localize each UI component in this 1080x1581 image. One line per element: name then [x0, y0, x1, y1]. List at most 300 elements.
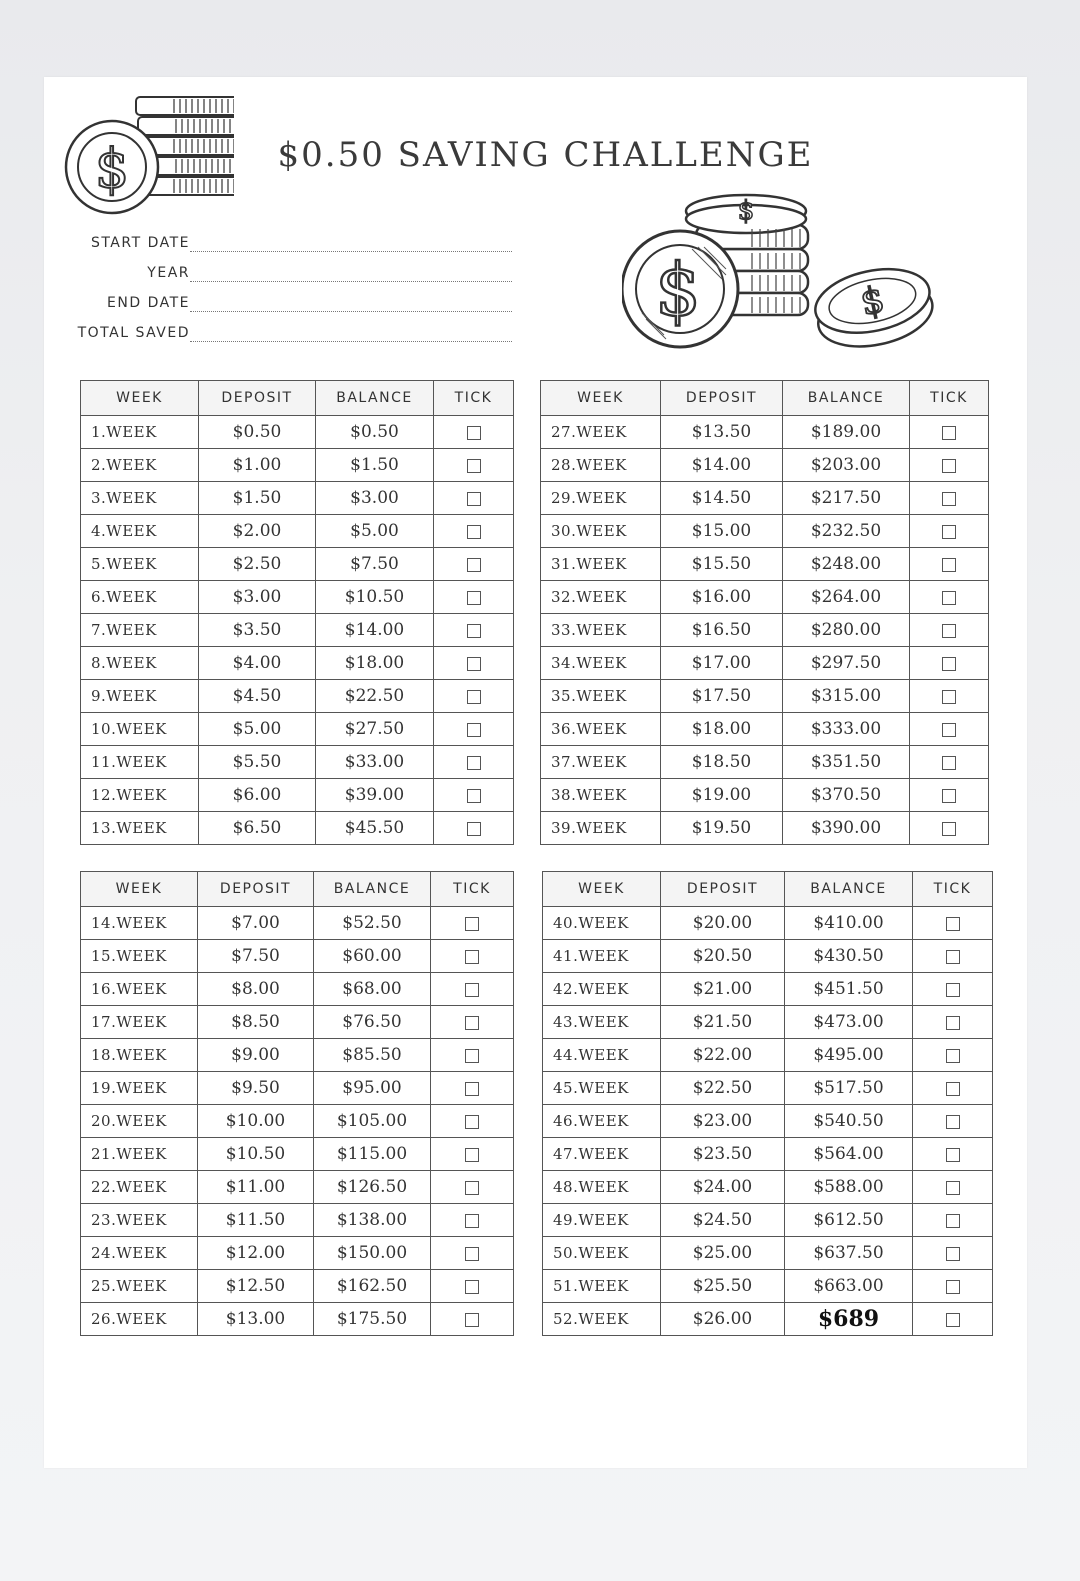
tick-cell — [431, 1303, 514, 1336]
table-row — [81, 713, 514, 746]
tick-checkbox[interactable] — [942, 789, 956, 803]
tick-checkbox[interactable] — [465, 1115, 479, 1129]
deposit-cell: $5.50 — [199, 746, 316, 779]
week-cell: 49.WEEK — [543, 1204, 661, 1237]
end-date-line[interactable] — [190, 311, 512, 312]
table-row — [541, 548, 989, 581]
table-row — [81, 1138, 514, 1171]
balance-cell: $39.00 — [316, 779, 434, 812]
tick-cell — [431, 1237, 514, 1270]
balance-cell: $175.50 — [314, 1303, 431, 1336]
week-cell: 39.WEEK — [541, 812, 661, 845]
week-cell: 18.WEEK — [81, 1039, 198, 1072]
balance-cell: $517.50 — [785, 1072, 913, 1105]
tick-checkbox[interactable] — [465, 983, 479, 997]
tick-checkbox[interactable] — [946, 917, 960, 931]
tick-checkbox[interactable] — [465, 1247, 479, 1261]
savings-table-1 — [80, 380, 514, 845]
balance-cell: $612.50 — [785, 1204, 913, 1237]
week-cell: 15.WEEK — [81, 940, 198, 973]
tick-cell — [431, 1006, 514, 1039]
header-deposit: DEPOSIT — [199, 381, 316, 416]
balance-cell: $7.50 — [316, 548, 434, 581]
table-row — [81, 515, 514, 548]
header-week: WEEK — [543, 872, 661, 907]
table-row — [541, 779, 989, 812]
balance-cell: $315.00 — [783, 680, 910, 713]
balance-cell: $637.50 — [785, 1237, 913, 1270]
table-row — [541, 680, 989, 713]
tick-cell — [431, 1039, 514, 1072]
tick-cell — [913, 1171, 993, 1204]
deposit-cell: $6.50 — [199, 812, 316, 845]
deposit-cell: $16.50 — [661, 614, 783, 647]
balance-cell: $280.00 — [783, 614, 910, 647]
tick-cell — [434, 746, 514, 779]
week-cell: 6.WEEK — [81, 581, 199, 614]
week-cell: 50.WEEK — [543, 1237, 661, 1270]
table-row — [541, 647, 989, 680]
header-deposit: DEPOSIT — [661, 381, 783, 416]
deposit-cell: $19.50 — [661, 812, 783, 845]
week-cell: 48.WEEK — [543, 1171, 661, 1204]
week-cell: 1.WEEK — [81, 416, 199, 449]
savings-table-3 — [80, 871, 514, 1336]
table-row — [543, 1303, 993, 1336]
deposit-cell: $7.50 — [198, 940, 314, 973]
deposit-cell: $9.50 — [198, 1072, 314, 1105]
tick-checkbox[interactable] — [946, 1313, 960, 1327]
table-row — [81, 746, 514, 779]
table-row — [543, 1204, 993, 1237]
tick-checkbox[interactable] — [942, 459, 956, 473]
week-cell: 12.WEEK — [81, 779, 199, 812]
tick-cell — [913, 1039, 993, 1072]
week-cell: 21.WEEK — [81, 1138, 198, 1171]
svg-text:$: $ — [857, 279, 888, 324]
deposit-cell: $21.00 — [661, 973, 785, 1006]
tick-checkbox[interactable] — [946, 1049, 960, 1063]
tick-cell — [910, 482, 989, 515]
header-deposit: DEPOSIT — [198, 872, 314, 907]
deposit-cell: $9.00 — [198, 1039, 314, 1072]
deposit-cell: $2.00 — [199, 515, 316, 548]
deposit-cell: $23.00 — [661, 1105, 785, 1138]
tick-cell — [434, 680, 514, 713]
start-date-line[interactable] — [190, 251, 512, 252]
tick-checkbox[interactable] — [942, 591, 956, 605]
tick-checkbox[interactable] — [467, 789, 481, 803]
balance-cell: $45.50 — [316, 812, 434, 845]
week-cell: 29.WEEK — [541, 482, 661, 515]
week-cell: 3.WEEK — [81, 482, 199, 515]
table-row — [81, 482, 514, 515]
balance-cell: $297.50 — [783, 647, 910, 680]
balance-cell: $203.00 — [783, 449, 910, 482]
week-cell: 33.WEEK — [541, 614, 661, 647]
tick-checkbox[interactable] — [465, 1280, 479, 1294]
tick-checkbox[interactable] — [942, 492, 956, 506]
week-cell: 41.WEEK — [543, 940, 661, 973]
table-row — [543, 1171, 993, 1204]
week-cell: 4.WEEK — [81, 515, 199, 548]
balance-cell: $33.00 — [316, 746, 434, 779]
balance-cell: $410.00 — [785, 907, 913, 940]
balance-cell: $5.00 — [316, 515, 434, 548]
balance-cell: $430.50 — [785, 940, 913, 973]
tick-cell — [431, 1204, 514, 1237]
week-cell: 19.WEEK — [81, 1072, 198, 1105]
table-row — [81, 1270, 514, 1303]
tick-cell — [913, 1303, 993, 1336]
tick-cell — [431, 907, 514, 940]
page-title: $0.50 SAVING CHALLENGE — [277, 135, 814, 175]
tick-cell — [434, 482, 514, 515]
table-header-row — [543, 872, 993, 907]
tick-checkbox[interactable] — [942, 426, 956, 440]
balance-cell: $390.00 — [783, 812, 910, 845]
tick-checkbox[interactable] — [942, 657, 956, 671]
tick-checkbox[interactable] — [465, 1214, 479, 1228]
table-row — [81, 940, 514, 973]
header-tick: TICK — [434, 381, 514, 416]
tick-checkbox[interactable] — [465, 1049, 479, 1063]
tick-checkbox[interactable] — [946, 1148, 960, 1162]
balance-cell: $105.00 — [314, 1105, 431, 1138]
table-row — [81, 1006, 514, 1039]
tick-checkbox[interactable] — [465, 1148, 479, 1162]
table-row — [81, 614, 514, 647]
deposit-cell: $14.00 — [661, 449, 783, 482]
tick-checkbox[interactable] — [942, 822, 956, 836]
header-week: WEEK — [541, 381, 661, 416]
deposit-cell: $24.50 — [661, 1204, 785, 1237]
balance-cell: $232.50 — [783, 515, 910, 548]
balance-cell: $60.00 — [314, 940, 431, 973]
tick-checkbox[interactable] — [467, 657, 481, 671]
table-row — [541, 713, 989, 746]
week-cell: 17.WEEK — [81, 1006, 198, 1039]
table-row — [543, 973, 993, 1006]
total-saved-line[interactable] — [190, 341, 512, 342]
coins-icon — [622, 189, 942, 364]
challenge-sheet — [44, 77, 1027, 1468]
week-cell: 31.WEEK — [541, 548, 661, 581]
week-cell: 27.WEEK — [541, 416, 661, 449]
tick-checkbox[interactable] — [946, 1214, 960, 1228]
tick-cell — [431, 1171, 514, 1204]
table-row — [81, 449, 514, 482]
deposit-cell: $13.00 — [198, 1303, 314, 1336]
svg-text:$: $ — [655, 248, 701, 332]
tick-cell — [431, 973, 514, 1006]
tick-checkbox[interactable] — [467, 459, 481, 473]
deposit-cell: $0.50 — [199, 416, 316, 449]
table-row — [81, 416, 514, 449]
header-balance: BALANCE — [314, 872, 431, 907]
tick-checkbox[interactable] — [946, 1115, 960, 1129]
balance-cell: $663.00 — [785, 1270, 913, 1303]
tick-cell — [913, 973, 993, 1006]
week-cell: 7.WEEK — [81, 614, 199, 647]
balance-cell: $27.50 — [316, 713, 434, 746]
tick-checkbox[interactable] — [467, 426, 481, 440]
table-row — [543, 1006, 993, 1039]
deposit-cell: $23.50 — [661, 1138, 785, 1171]
week-cell: 16.WEEK — [81, 973, 198, 1006]
tick-cell — [913, 1270, 993, 1303]
tick-cell — [913, 940, 993, 973]
tick-checkbox[interactable] — [465, 1016, 479, 1030]
week-cell: 32.WEEK — [541, 581, 661, 614]
table-row — [81, 1039, 514, 1072]
tick-checkbox[interactable] — [942, 723, 956, 737]
tick-checkbox[interactable] — [946, 1016, 960, 1030]
tick-cell — [434, 713, 514, 746]
table-row — [541, 812, 989, 845]
tick-checkbox[interactable] — [465, 1181, 479, 1195]
tick-cell — [910, 812, 989, 845]
tick-checkbox[interactable] — [467, 525, 481, 539]
tick-checkbox[interactable] — [465, 1082, 479, 1096]
tick-checkbox[interactable] — [467, 558, 481, 572]
deposit-cell: $8.00 — [198, 973, 314, 1006]
week-cell: 46.WEEK — [543, 1105, 661, 1138]
savings-table-4 — [542, 871, 993, 1336]
table-row — [541, 746, 989, 779]
tick-cell — [913, 1006, 993, 1039]
week-cell: 52.WEEK — [543, 1303, 661, 1336]
tick-cell — [431, 1072, 514, 1105]
balance-cell: $189.00 — [783, 416, 910, 449]
tick-cell — [910, 449, 989, 482]
deposit-cell: $22.50 — [661, 1072, 785, 1105]
header-tick: TICK — [913, 872, 993, 907]
year-label: YEAR — [147, 265, 190, 281]
tick-cell — [913, 1204, 993, 1237]
week-cell: 23.WEEK — [81, 1204, 198, 1237]
balance-cell: $217.50 — [783, 482, 910, 515]
tick-cell — [434, 416, 514, 449]
week-cell: 28.WEEK — [541, 449, 661, 482]
savings-table-2 — [540, 380, 989, 845]
deposit-cell: $26.00 — [661, 1303, 785, 1336]
table-row — [543, 1138, 993, 1171]
tick-checkbox[interactable] — [467, 492, 481, 506]
tick-checkbox[interactable] — [467, 723, 481, 737]
header-week: WEEK — [81, 381, 199, 416]
table-row — [543, 1105, 993, 1138]
svg-text:$: $ — [737, 196, 755, 226]
tick-checkbox[interactable] — [942, 624, 956, 638]
week-cell: 13.WEEK — [81, 812, 199, 845]
balance-cell: $18.00 — [316, 647, 434, 680]
balance-cell: $689 — [785, 1303, 913, 1336]
week-cell: 45.WEEK — [543, 1072, 661, 1105]
week-cell: 51.WEEK — [543, 1270, 661, 1303]
deposit-cell: $6.00 — [199, 779, 316, 812]
tick-checkbox[interactable] — [946, 950, 960, 964]
table-row — [81, 1072, 514, 1105]
table-header-row — [81, 381, 514, 416]
tick-cell — [434, 812, 514, 845]
balance-cell: $150.00 — [314, 1237, 431, 1270]
tick-checkbox[interactable] — [946, 1181, 960, 1195]
deposit-cell: $3.50 — [199, 614, 316, 647]
tick-cell — [431, 940, 514, 973]
balance-cell: $451.50 — [785, 973, 913, 1006]
deposit-cell: $20.00 — [661, 907, 785, 940]
tick-cell — [913, 1105, 993, 1138]
deposit-cell: $15.50 — [661, 548, 783, 581]
tick-cell — [434, 449, 514, 482]
deposit-cell: $25.00 — [661, 1237, 785, 1270]
deposit-cell: $1.00 — [199, 449, 316, 482]
tick-cell — [431, 1138, 514, 1171]
tick-checkbox[interactable] — [465, 950, 479, 964]
table-row — [81, 1204, 514, 1237]
total-saved-label: TOTAL SAVED — [77, 325, 190, 341]
header-balance: BALANCE — [785, 872, 913, 907]
tick-checkbox[interactable] — [467, 591, 481, 605]
deposit-cell: $18.50 — [661, 746, 783, 779]
deposit-cell: $10.50 — [198, 1138, 314, 1171]
tick-checkbox[interactable] — [942, 756, 956, 770]
balance-cell: $68.00 — [314, 973, 431, 1006]
table-header-row — [81, 872, 514, 907]
week-cell: 26.WEEK — [81, 1303, 198, 1336]
header-tick: TICK — [431, 872, 514, 907]
table-header-row — [541, 381, 989, 416]
deposit-cell: $11.50 — [198, 1204, 314, 1237]
deposit-cell: $20.50 — [661, 940, 785, 973]
balance-cell: $370.50 — [783, 779, 910, 812]
tick-cell — [434, 779, 514, 812]
table-row — [81, 1237, 514, 1270]
balance-cell: $588.00 — [785, 1171, 913, 1204]
balance-cell: $351.50 — [783, 746, 910, 779]
balance-cell: $76.50 — [314, 1006, 431, 1039]
tick-cell — [913, 907, 993, 940]
table-row — [81, 973, 514, 1006]
tick-cell — [434, 647, 514, 680]
balance-cell: $52.50 — [314, 907, 431, 940]
week-cell: 36.WEEK — [541, 713, 661, 746]
week-cell: 2.WEEK — [81, 449, 199, 482]
balance-cell: $564.00 — [785, 1138, 913, 1171]
table-row — [543, 1072, 993, 1105]
tick-checkbox[interactable] — [942, 690, 956, 704]
header-balance: BALANCE — [783, 381, 910, 416]
tick-checkbox[interactable] — [465, 1313, 479, 1327]
year-line[interactable] — [190, 281, 512, 282]
table-row — [81, 548, 514, 581]
tick-checkbox[interactable] — [465, 917, 479, 931]
tick-cell — [913, 1138, 993, 1171]
tick-cell — [434, 515, 514, 548]
tick-cell — [910, 713, 989, 746]
week-cell: 11.WEEK — [81, 746, 199, 779]
table-row — [541, 515, 989, 548]
tick-cell — [434, 548, 514, 581]
deposit-cell: $8.50 — [198, 1006, 314, 1039]
deposit-cell: $12.50 — [198, 1270, 314, 1303]
tick-cell — [434, 581, 514, 614]
deposit-cell: $5.00 — [199, 713, 316, 746]
header-week: WEEK — [81, 872, 198, 907]
tick-cell — [910, 746, 989, 779]
deposit-cell: $16.00 — [661, 581, 783, 614]
table-row — [81, 1303, 514, 1336]
balance-cell: $264.00 — [783, 581, 910, 614]
table-row — [81, 907, 514, 940]
start-date-label: START DATE — [90, 235, 190, 251]
table-row — [81, 647, 514, 680]
week-cell: 20.WEEK — [81, 1105, 198, 1138]
tick-checkbox[interactable] — [946, 983, 960, 997]
table-row — [543, 907, 993, 940]
table-row — [541, 416, 989, 449]
table-row — [543, 1270, 993, 1303]
week-cell: 38.WEEK — [541, 779, 661, 812]
week-cell: 22.WEEK — [81, 1171, 198, 1204]
balance-cell: $248.00 — [783, 548, 910, 581]
week-cell: 30.WEEK — [541, 515, 661, 548]
balance-cell: $162.50 — [314, 1270, 431, 1303]
table-row — [81, 812, 514, 845]
deposit-cell: $24.00 — [661, 1171, 785, 1204]
week-cell: 24.WEEK — [81, 1237, 198, 1270]
tick-checkbox[interactable] — [946, 1247, 960, 1261]
tick-checkbox[interactable] — [467, 624, 481, 638]
tick-cell — [434, 614, 514, 647]
week-cell: 35.WEEK — [541, 680, 661, 713]
tick-checkbox[interactable] — [946, 1082, 960, 1096]
table-row — [81, 680, 514, 713]
tick-cell — [910, 779, 989, 812]
week-cell: 8.WEEK — [81, 647, 199, 680]
tick-checkbox[interactable] — [946, 1280, 960, 1294]
week-cell: 25.WEEK — [81, 1270, 198, 1303]
week-cell: 40.WEEK — [543, 907, 661, 940]
table-row — [543, 1039, 993, 1072]
deposit-cell: $14.50 — [661, 482, 783, 515]
tick-checkbox[interactable] — [942, 558, 956, 572]
deposit-cell: $18.00 — [661, 713, 783, 746]
balance-cell: $3.00 — [316, 482, 434, 515]
table-row — [81, 1171, 514, 1204]
tick-cell — [910, 614, 989, 647]
tick-checkbox[interactable] — [467, 690, 481, 704]
balance-cell: $85.50 — [314, 1039, 431, 1072]
tick-cell — [910, 647, 989, 680]
tick-cell — [431, 1270, 514, 1303]
balance-cell: $0.50 — [316, 416, 434, 449]
deposit-cell: $7.00 — [198, 907, 314, 940]
deposit-cell: $4.50 — [199, 680, 316, 713]
week-cell: 44.WEEK — [543, 1039, 661, 1072]
tick-checkbox[interactable] — [467, 822, 481, 836]
tick-checkbox[interactable] — [942, 525, 956, 539]
tick-cell — [910, 680, 989, 713]
deposit-cell: $25.50 — [661, 1270, 785, 1303]
tick-checkbox[interactable] — [467, 756, 481, 770]
deposit-cell: $17.50 — [661, 680, 783, 713]
week-cell: 34.WEEK — [541, 647, 661, 680]
balance-cell: $22.50 — [316, 680, 434, 713]
deposit-cell: $11.00 — [198, 1171, 314, 1204]
table-row — [543, 1237, 993, 1270]
